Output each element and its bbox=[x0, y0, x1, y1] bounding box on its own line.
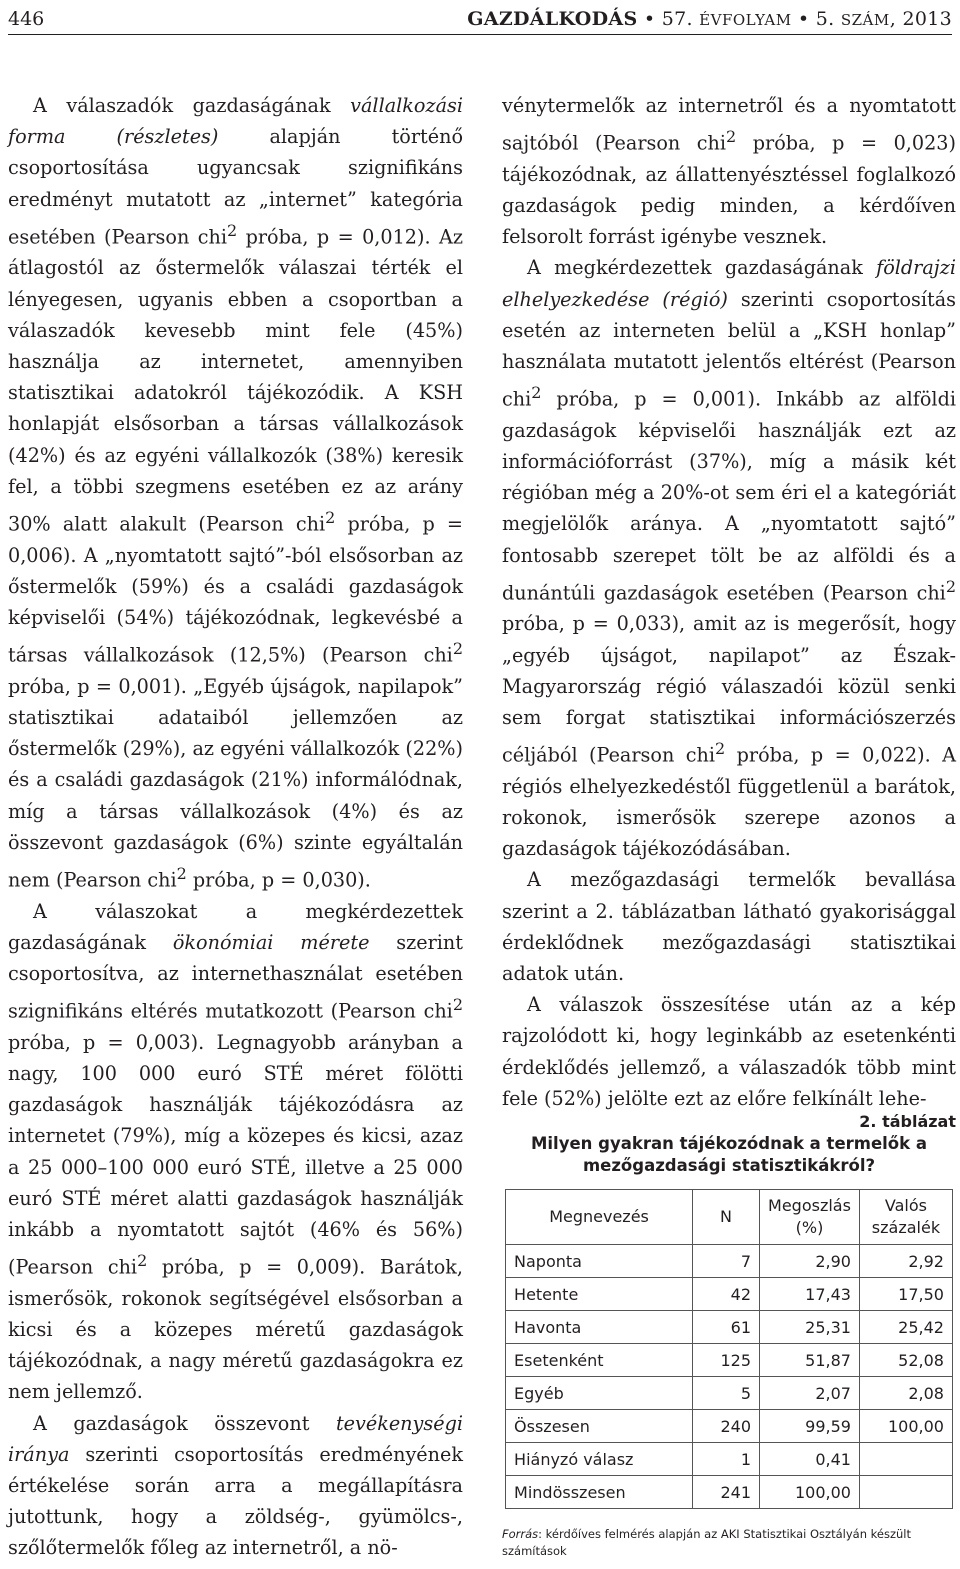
table-number: 2. táblázat bbox=[859, 1112, 956, 1131]
paragraph: A megkérdezettek gazdaságának földrajzi elhelyezkedése (régió) szerinti csoportosítás esetén az interneten belül a „KSH honlap” használata mutatott jelentős eltérést (Pearson chi$^2$ próba, p = 0,001). Inkább az alföldi gazdaságok képviselői használják ezt az információforrást (37%), míg a másik két régióban még a 20%-ot sem éri el a kategóriát megjelölők aránya. A „nyomtatott sajtó” fontosabb szerepet tölt be az alföldi és a dunántúli gazdaságok esetében (Pearson chi$^2$ próba, p = 0,033), amit az is megerősít, hogy „egyéb újságot, napilapot” az Észak-Magyarország régió válaszadói közül senki sem forgat statisztikai információszerzés céljából (Pearson chi$^2$ próba, p = 0,022). A régiós elhelyezkedéstől függetlenül a barátok, rokonok, ismerősök szerepe azonos a gazdaságok tájékozódásában. bbox=[502, 256, 956, 861]
table-row bbox=[506, 1410, 953, 1443]
row-n: 5 bbox=[693, 1377, 760, 1410]
header-n: N bbox=[693, 1190, 760, 1245]
header-name: Megnevezés bbox=[506, 1190, 693, 1245]
row-valid: 100,00 bbox=[859, 1410, 952, 1443]
paragraph: vénytermelők az internetről és a nyomtatott sajtóból (Pearson chi$^2$ próba, p = 0,023) tájékozódnak, az állattenyésztéssel foglalkozó gazdaságok pedig minden, a kérdőíven felsorolt forrást igénybe vesznek. bbox=[502, 94, 956, 249]
row-share: 99,59 bbox=[760, 1410, 860, 1443]
row-valid bbox=[859, 1476, 952, 1509]
table-row bbox=[506, 1311, 953, 1344]
table-row bbox=[506, 1278, 953, 1311]
table-header-row bbox=[506, 1190, 953, 1245]
row-valid: 2,08 bbox=[859, 1377, 952, 1410]
table-row bbox=[506, 1344, 953, 1377]
row-label: Havonta bbox=[506, 1311, 693, 1344]
paragraph: A mezőgazdasági termelők bevallása szerint a 2. táblázatban látható gyakorisággal érdeklődnek mezőgazdasági statisztikai adatok után. bbox=[502, 868, 956, 986]
page-number: 446 bbox=[8, 8, 45, 30]
table-row bbox=[506, 1377, 953, 1410]
row-label: Esetenként bbox=[506, 1344, 693, 1377]
row-n: 125 bbox=[693, 1344, 760, 1377]
row-share: 2,07 bbox=[760, 1377, 860, 1410]
right-column bbox=[502, 90, 956, 1114]
issue-number: 5. bbox=[815, 8, 835, 30]
paragraph: A válaszadók gazdaságának vállalkozási forma (részletes) alapján történő csoportosítása ugyancsak szignifikáns eredményt mutatott az „internet” kategória esetében (Pearson chi$^2$ próba, p = 0,012). Az átlagostól az őstermelők válaszai térték el lényegesen, ugyanis ebben a csoportban a válaszadók kevesebb mint fele (45%) használja az internetet, amennyiben statisztikai adatokról tájékozódik. A KSH honlapját elsősorban a társas vállalkozások (42%) és az egyéni vállalkozók (38%) keresik fel, a többi szegmens esetében ez az arány 30% alatt alakult (Pearson chi$^2$ próba, p = 0,006). A „nyomtatott sajtó”-ból elsősorban az őstermelők (59%) és a családi gazdaságok képviselői (54%) tájékozódnak, legkevésbé a társas vállalkozások (12,5%) (Pearson chi$^2$ próba, p = 0,001). „Egyéb újságok, napilapok” statisztikai adataiból jellemzően az őstermelők (29%), az egyéni vállalkozók (22%) és a családi gazdaságok (21%) informálódnak, míg a társas vállalkozások (4%) és az összevont gazdaságok (6%) szinte egyáltalán nem (Pearson chi$^2$ próba, p = 0,030). bbox=[8, 94, 464, 892]
row-share: 0,41 bbox=[760, 1443, 860, 1476]
issue-label: SZÁM bbox=[840, 11, 890, 29]
journal-info: GAZDÁLKODÁS • 57. ÉVFOLYAM • 5. SZÁM, 2013 bbox=[467, 8, 952, 30]
table-body bbox=[506, 1245, 953, 1509]
volume-number: 57. bbox=[661, 8, 693, 30]
frequency-table bbox=[505, 1189, 953, 1509]
table-row bbox=[506, 1476, 953, 1509]
journal-name: GAZDÁLKODÁS bbox=[467, 8, 638, 30]
row-valid: 17,50 bbox=[859, 1278, 952, 1311]
row-share: 100,00 bbox=[760, 1476, 860, 1509]
running-header bbox=[8, 4, 952, 35]
row-share: 51,87 bbox=[760, 1344, 860, 1377]
row-label: Naponta bbox=[506, 1245, 693, 1278]
volume-label: ÉVFOLYAM bbox=[699, 11, 792, 29]
table-title: Milyen gyakran tájékozódnak a termelők a mezőgazdasági statisztikákról? bbox=[530, 1134, 927, 1175]
row-label: Egyéb bbox=[506, 1377, 693, 1410]
row-n: 61 bbox=[693, 1311, 760, 1344]
year: 2013 bbox=[902, 8, 952, 30]
row-share: 25,31 bbox=[760, 1311, 860, 1344]
paragraph: A válaszok összesítése után az a kép rajzolódott ki, hogy leginkább az esetenkénti érdeklődés jellemző, a válaszadók több mint fele (52%) jelölte ezt az előre felkínált lehe- bbox=[502, 993, 956, 1110]
row-n: 241 bbox=[693, 1476, 760, 1509]
table-row bbox=[506, 1245, 953, 1278]
table-source: Forrás: kérdőíves felmérés alapján az AKI Statisztikai Osztályán készült számítások bbox=[502, 1527, 911, 1558]
header-share: Megoszlás (%) bbox=[760, 1190, 860, 1245]
row-label: Összesen bbox=[506, 1410, 693, 1443]
row-share: 2,90 bbox=[760, 1245, 860, 1278]
left-column bbox=[8, 90, 463, 1564]
row-valid bbox=[859, 1443, 952, 1476]
header-valid-percent: Valós százalék bbox=[859, 1190, 952, 1245]
table-row bbox=[506, 1443, 953, 1476]
row-n: 240 bbox=[693, 1410, 760, 1443]
table-block bbox=[502, 1112, 956, 1509]
paragraph: A válaszokat a megkérdezettek gazdaságának ökonómiai mérete szerint csoportosítva, az internethasználat esetében szignifikáns eltérés mutatkozott (Pearson chi$^2$ próba, p = 0,003). Legnagyobb arányban a nagy, 100 000 euró STÉ méret fölötti gazdaságok használják tájékozódásra az internetet (79%), míg a közepes és kicsi, azaz a 25 000–100 000 euró STÉ, illetve a 25 000 euró STÉ méret alatti gazdaságok használják inkább a nyomtatott sajtót (46% és 56%) (Pearson chi$^2$ próba, p = 0,009). Barátok, ismerősök, rokonok segítségével elsősorban a kicsi és a közepes méretű gazdaságok tájékozódnak, a nagy méretű gazdaságokra ez nem jellemző. bbox=[8, 899, 463, 1404]
row-label: Hetente bbox=[506, 1278, 693, 1311]
row-valid: 52,08 bbox=[859, 1344, 952, 1377]
row-valid: 25,42 bbox=[859, 1311, 952, 1344]
row-n: 42 bbox=[693, 1278, 760, 1311]
row-label: Mindösszesen bbox=[506, 1476, 693, 1509]
row-share: 17,43 bbox=[760, 1278, 860, 1311]
row-n: 7 bbox=[693, 1245, 760, 1278]
row-n: 1 bbox=[693, 1443, 760, 1476]
row-label: Hiányzó válasz bbox=[506, 1443, 693, 1476]
paragraph: A gazdaságok összevont tevékenységi iránya szerinti csoportosítás eredményének értékelése során arra a megállapításra jutottunk, hogy a zöldség-, gyümölcs-, szőlőtermelők főleg az internetről, a nö- bbox=[8, 1411, 463, 1560]
row-valid: 2,92 bbox=[859, 1245, 952, 1278]
